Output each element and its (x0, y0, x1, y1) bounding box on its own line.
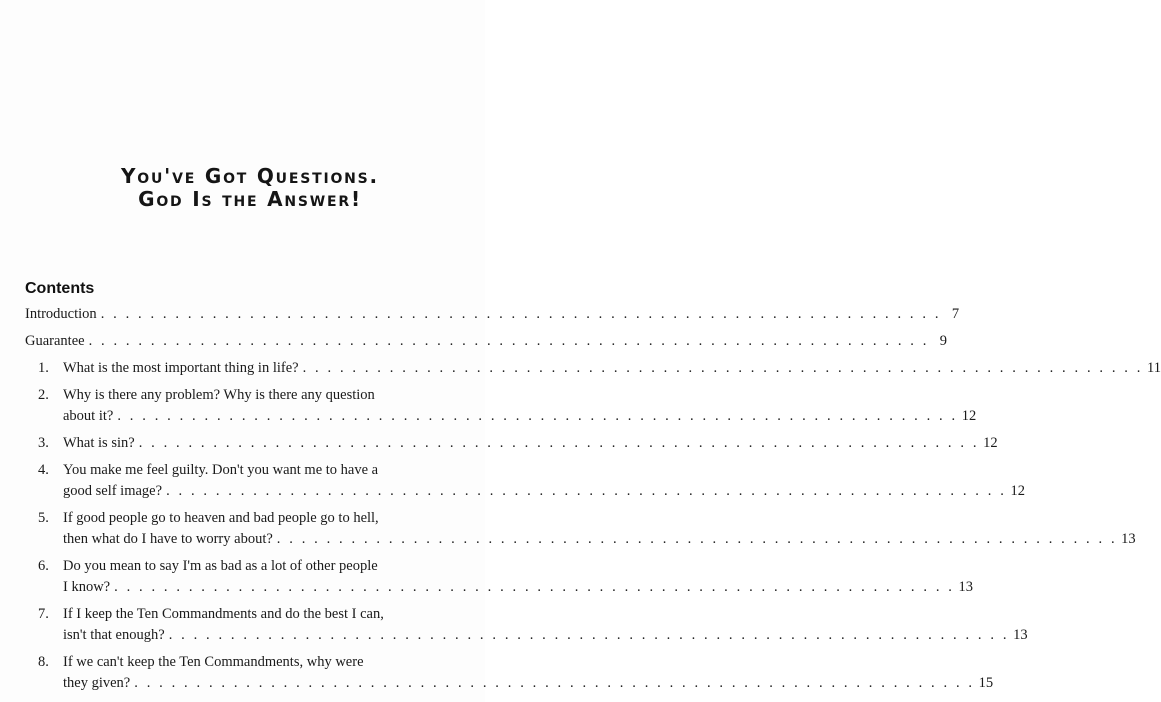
toc-page-number: 12 (1010, 483, 1025, 499)
toc-entry-1 (25, 358, 1161, 379)
toc-line (63, 673, 994, 694)
toc-entry-number: 8. (38, 654, 49, 670)
toc-page-number: 13 (958, 579, 973, 595)
toc-entry-label: If good people go to heaven and bad people go to hell, (63, 510, 379, 526)
toc-entry-number: 2. (38, 387, 49, 403)
toc-page-number: 15 (978, 675, 994, 691)
toc-line (63, 508, 445, 529)
dot-leader: . . . . . . . . . . . . . . . . . . . . . . . . . . . . . . . . . . . . . . . . . . . . . . . . . . . . . . . . . . . . . . . . . . . . (302, 360, 1143, 376)
toc-line (63, 577, 973, 598)
toc-page-number: 7 (951, 306, 960, 322)
toc-line (63, 460, 445, 481)
dot-leader: . . . . . . . . . . . . . . . . . . . . . . . . . . . . . . . . . . . . . . . . . . . . . . . . . . . . . . . . . . . . . . . . . . . . (276, 531, 1118, 547)
toc-entry-label-continued: about it? (63, 408, 114, 424)
toc-entry-number: 5. (38, 510, 49, 526)
toc-line (63, 652, 445, 673)
toc-entry-number: 3. (38, 435, 49, 451)
toc-entry-3 (25, 433, 998, 454)
toc-line (63, 406, 977, 427)
title-line-1: You've Got Questions. (121, 164, 379, 188)
dot-leader: . . . . . . . . . . . . . . . . . . . . . . . . . . . . . . . . . . . . . . . . . . . . . . . . . . . . . . . . . . . . . . . . . . . . (138, 435, 980, 451)
dot-leader: . . . . . . . . . . . . . . . . . . . . . . . . . . . . . . . . . . . . . . . . . . . . . . . . . . . . . . . . . . . . . . . . . . . . (88, 333, 929, 349)
toc-entry-label-continued: I know? (63, 579, 111, 595)
toc-line (63, 481, 1025, 502)
toc-entry-label: You make me feel guilty. Don't you want me to have a (63, 462, 379, 478)
toc-entry-4 (25, 460, 1025, 502)
toc-line (63, 433, 998, 454)
dot-leader: . . . . . . . . . . . . . . . . . . . . . . . . . . . . . . . . . . . . . . . . . . . . . . . . . . . . . . . . . . . . . . . . . . . . (168, 627, 1010, 643)
toc-line (63, 385, 445, 406)
toc-page-number: 11 (1147, 360, 1161, 376)
toc-page-number: 13 (1013, 627, 1028, 643)
toc-line (63, 556, 445, 577)
toc-entry-6 (25, 556, 973, 598)
dot-leader: . . . . . . . . . . . . . . . . . . . . . . . . . . . . . . . . . . . . . . . . . . . . . . . . . . . . . . . . . . . . . . . . . . . . (117, 408, 958, 424)
toc-line (63, 604, 445, 625)
toc-entry-label-continued: they given? (63, 675, 131, 691)
toc-entry-7 (25, 604, 1028, 646)
toc-entry-introduction (25, 304, 960, 325)
toc-entry-label: If I keep the Ten Commandments and do the best I can, (63, 606, 384, 622)
dot-leader: . . . . . . . . . . . . . . . . . . . . . . . . . . . . . . . . . . . . . . . . . . . . . . . . . . . . . . . . . . . . . . . . . . . . (114, 579, 955, 595)
toc-entry-label-continued: good self image? (63, 483, 163, 499)
dot-leader: . . . . . . . . . . . . . . . . . . . . . . . . . . . . . . . . . . . . . . . . . . . . . . . . . . . . . . . . . . . . . . . . . . . . (100, 306, 942, 322)
dot-leader: . . . . . . . . . . . . . . . . . . . . . . . . . . . . . . . . . . . . . . . . . . . . . . . . . . . . . . . . . . . . . . . . . . . . (166, 483, 1007, 499)
table-of-contents (25, 304, 1161, 700)
toc-page-number: 9 (939, 333, 947, 349)
toc-entry-2 (25, 385, 977, 427)
toc-entry-label-continued: isn't that enough? (63, 627, 165, 643)
toc-entry-label: What is the most important thing in life? (63, 360, 299, 376)
toc-entry-number: 6. (38, 558, 49, 574)
toc-line (63, 358, 1161, 379)
toc-entry-label: Do you mean to say I'm as bad as a lot of other people (63, 558, 378, 574)
toc-line (63, 625, 1028, 646)
toc-entry-number: 1. (38, 360, 49, 376)
toc-entry-5 (25, 508, 1136, 550)
toc-line (25, 331, 947, 352)
toc-line (63, 529, 1136, 550)
toc-entry-label: Why is there any problem? Why is there any question (63, 387, 375, 403)
title-line-2: God Is the Answer! (138, 187, 362, 211)
toc-entry-number: 4. (38, 462, 49, 478)
toc-entry-label-continued: then what do I have to worry about? (63, 531, 273, 547)
dot-leader: . . . . . . . . . . . . . . . . . . . . . . . . . . . . . . . . . . . . . . . . . . . . . . . . . . . . . . . . . . . . . . . . . . . . (134, 675, 975, 691)
toc-entry-8 (25, 652, 994, 694)
toc-page-number: 13 (1121, 531, 1136, 547)
contents-heading: Contents (25, 280, 95, 297)
toc-line (25, 304, 960, 325)
toc-entry-label: What is sin? (63, 435, 135, 451)
toc-entry-label: Guarantee (25, 333, 85, 349)
page-title (60, 165, 440, 211)
toc-entry-number: 7. (38, 606, 49, 622)
toc-page-number: 12 (983, 435, 998, 451)
toc-entry-guarantee (25, 331, 947, 352)
toc-entry-label: If we can't keep the Ten Commandments, why were (63, 654, 364, 670)
toc-page-number: 12 (961, 408, 977, 424)
toc-entry-label: Introduction (25, 306, 97, 322)
